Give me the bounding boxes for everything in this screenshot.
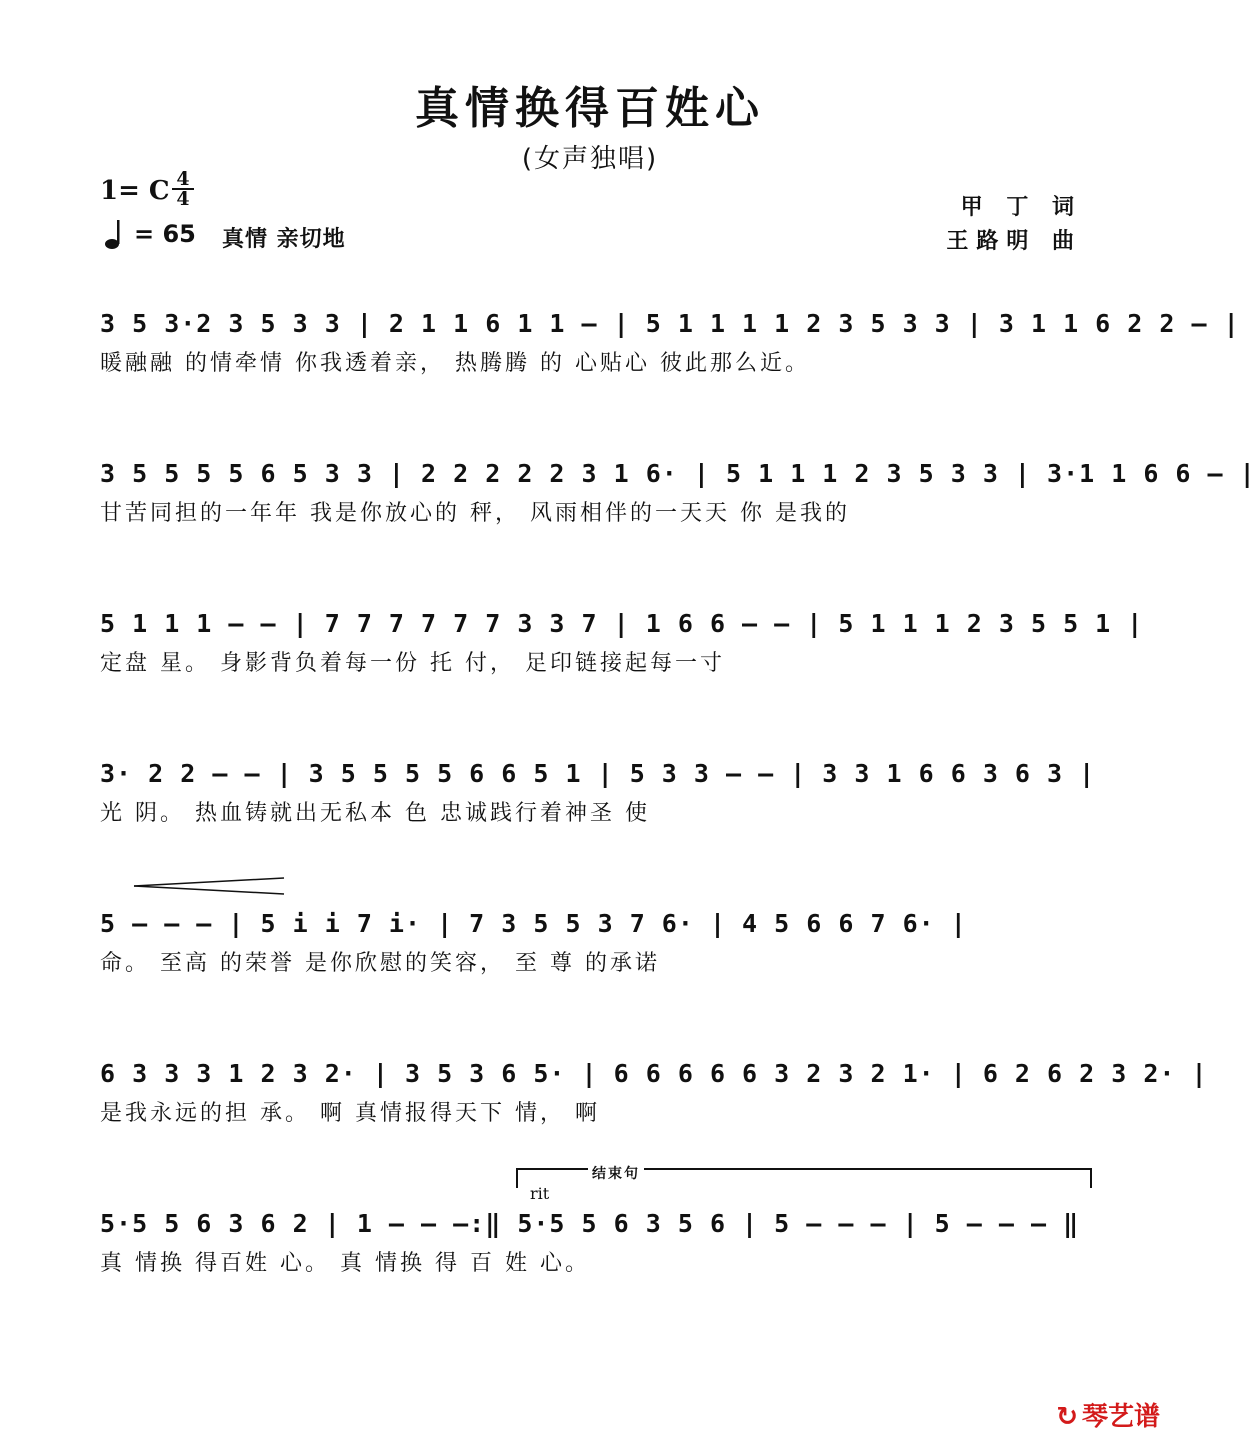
notation-line: 5 — — — | 5 i i 7 i· | 7 3 5 5 3 7 6· | 4 5 6 6 7 6· | — [100, 909, 967, 938]
ending-label: 结束句 — [588, 1163, 644, 1183]
lyric-line: 甘苦同担的一年年 我是你放心的 秤， 风雨相伴的一天天 你 是我的 — [100, 501, 850, 526]
tempo-marking: = 65 — [134, 220, 196, 248]
lyric-line: 光 阴。 热血铸就出无私本 色 忠诚践行着神圣 使 — [100, 801, 650, 826]
decrescendo-hairpin-icon — [134, 876, 286, 896]
logo-icon: ↻ — [1056, 1402, 1078, 1432]
quarter-note-icon — [104, 218, 124, 250]
page-title: 真情换得百姓心 — [415, 83, 765, 134]
watermark-text: 琴艺谱 — [1081, 1402, 1160, 1432]
lyric-line: 命。 至高 的荣誉 是你欣慰的笑容， 至 尊 的承诺 — [100, 951, 660, 976]
notation-line: 3· 2 2 — — | 3 5 5 5 5 6 6 5 1 | 5 3 3 — — | 3 3 1 6 6 3 6 3 | — [100, 759, 1096, 788]
time-signature — [172, 170, 194, 208]
key-signature: 1= C — [100, 176, 170, 206]
subtitle: (女声独唱) — [521, 144, 659, 174]
lyric-line: 真 情换 得百姓 心。 真 情换 得 百 姓 心。 — [100, 1251, 590, 1276]
lyric-line: 定盘 星。 身影背负着每一份 托 付， 足印链接起每一寸 — [100, 651, 725, 676]
watermark-logo — [1056, 1396, 1160, 1433]
time-signature-bottom: 4 — [172, 188, 194, 208]
notation-line: 3 5 5 5 5 6 5 3 3 | 2 2 2 2 2 3 1 6· | 5 1 1 1 2 3 5 3 3 | 3·1 1 6 6 — | — [100, 459, 1256, 488]
notation-line: 5·5 5 6 3 6 2 | 1 — — —:‖ 5·5 5 6 3 5 6 | 5 — — — | 5 — — — ‖ — [100, 1209, 1080, 1238]
composer-credit: 王路明 曲 — [946, 229, 1082, 254]
time-signature-top: 4 — [176, 168, 190, 190]
lyric-line: 是我永远的担 承。 啊 真情报得天下 情， 啊 — [100, 1101, 600, 1126]
notation-line: 6 3 3 3 1 2 3 2· | 3 5 3 6 5· | 6 6 6 6 6 3 2 3 2 1· | 6 2 6 2 3 2· | — [100, 1059, 1208, 1088]
lyricist-credit: 甲 丁 词 — [960, 195, 1082, 220]
expression-marking: 真情 亲切地 — [222, 227, 346, 252]
notation-line: 3 5 3·2 3 5 3 3 | 2 1 1 6 1 1 — | 5 1 1 1 1 2 3 5 3 3 | 3 1 1 6 2 2 — | — [100, 309, 1240, 338]
lyric-line: 暖融融 的情牵情 你我透着亲， 热腾腾 的 心贴心 彼此那么近。 — [100, 351, 810, 376]
ritardando-marking: rit — [530, 1184, 550, 1203]
notation-line: 5 1 1 1 — — | 7 7 7 7 7 7 3 3 7 | 1 6 6 — — | 5 1 1 1 2 3 5 5 1 | — [100, 609, 1144, 638]
